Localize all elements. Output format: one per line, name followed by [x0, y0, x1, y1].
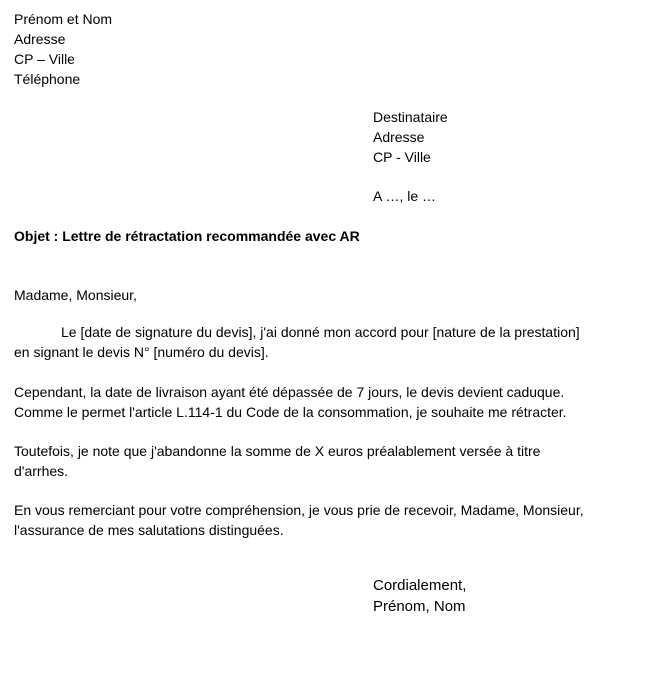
closing-signature: Prénom, Nom — [373, 598, 466, 615]
paragraph-2-line-2: Comme le permet l'article L.114-1 du Code de la consommation, je souhaite me rétracter. — [14, 404, 567, 420]
closing-greeting: Cordialement, — [373, 577, 467, 594]
sender-phone: Téléphone — [14, 71, 81, 87]
sender-name: Prénom et Nom — [14, 11, 113, 27]
paragraph-1-line-1: Le [date de signature du devis], j'ai donné mon accord pour [nature de la prestation] — [61, 324, 580, 340]
paragraph-2-line-1: Cependant, la date de livraison ayant été dépassée de 7 jours, le devis devient caduque. — [14, 384, 565, 400]
recipient-city: CP - Ville — [373, 149, 431, 165]
paragraph-3-line-1: Toutefois, je note que j'abandonne la somme de X euros préalablement versée à titre — [14, 443, 541, 459]
paragraph-1 — [14, 322, 634, 362]
sender-city: CP – Ville — [14, 51, 75, 67]
salutation: Madame, Monsieur, — [14, 287, 137, 303]
paragraph-4-line-2: l'assurance de mes salutations distinguées. — [14, 522, 284, 538]
closing-block — [373, 575, 466, 617]
recipient-block — [373, 107, 448, 167]
place-date: A …, le … — [373, 188, 437, 204]
paragraph-2 — [14, 382, 634, 422]
paragraph-4-line-1: En vous remerciant pour votre compréhension, je vous prie de recevoir, Madame, Monsieur, — [14, 502, 584, 518]
letter-subject: Objet : Lettre de rétractation recommandée avec AR — [14, 228, 360, 244]
sender-address: Adresse — [14, 31, 66, 47]
recipient-address: Adresse — [373, 129, 425, 145]
paragraph-1-line-2: en signant le devis N° [numéro du devis]. — [14, 344, 269, 360]
paragraph-3-line-2: d'arrhes. — [14, 463, 69, 479]
paragraph-4 — [14, 500, 634, 540]
paragraph-3 — [14, 441, 634, 481]
recipient-name: Destinataire — [373, 109, 448, 125]
sender-block — [14, 9, 112, 89]
